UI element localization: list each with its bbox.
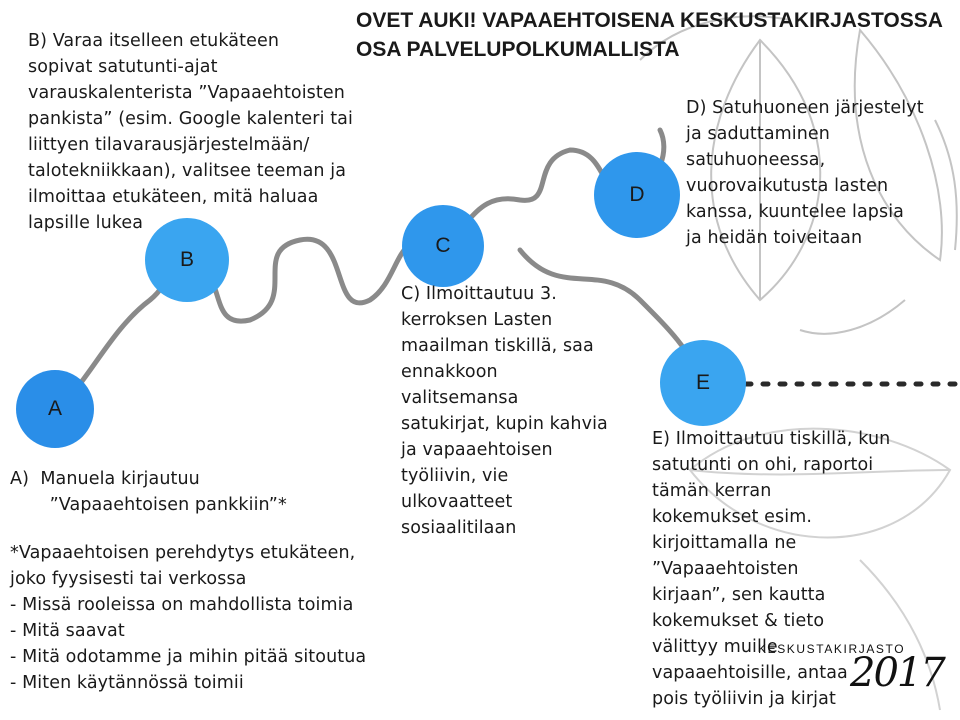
- text-line: A) Manuela kirjautuu: [10, 469, 200, 489]
- step-c-letter: C: [435, 234, 451, 257]
- keskustakirjasto-logo: [758, 642, 960, 704]
- text-line: - Miten käytännössä toimii: [10, 673, 244, 693]
- text-line: kokemukset esim.: [652, 507, 813, 527]
- text-line: vapaaehtoisille, antaa: [652, 663, 848, 683]
- text-line: satuhuoneessa,: [686, 150, 826, 170]
- text-line: talotekniikkaan), valitsee teeman ja: [28, 161, 347, 181]
- title-line-2: OSA PALVELUPOLKUMALLISTA: [356, 38, 680, 61]
- step-c-description: [401, 281, 608, 541]
- text-line: liittyen tilavarausjärjestelmään/: [28, 135, 310, 155]
- step-c-circle: [402, 205, 484, 287]
- text-line: ennakkoon: [401, 362, 498, 382]
- logo-year: 2017: [850, 650, 944, 696]
- text-line: B) Varaa itselleen etukäteen: [28, 31, 280, 51]
- text-line: ”Vapaaehtoisten: [652, 559, 799, 579]
- step-b-description: [28, 28, 353, 236]
- text-line: - Mitä saavat: [10, 621, 125, 641]
- text-line: maailman tiskillä, saa: [401, 336, 594, 356]
- text-line: ilmoittaa etukäteen, mitä haluaa: [28, 187, 319, 207]
- text-line: tämän kerran: [652, 481, 772, 501]
- step-d-description: [686, 95, 924, 251]
- text-line: ja vapaaehtoisen: [401, 440, 553, 460]
- text-line: ja saduttaminen: [686, 124, 830, 144]
- title-line-1: OVET AUKI! VAPAAEHTOISENA KESKUSTAKIRJASTOSSA: [356, 9, 943, 32]
- text-line: lapsille lukea: [28, 213, 144, 233]
- page-title: [356, 6, 960, 64]
- text-line: ja heidän toiveitaan: [686, 228, 863, 248]
- text-line: varauskalenterista ”Vapaaehtoisten: [28, 83, 345, 103]
- step-a-letter: A: [47, 397, 62, 420]
- text-line: ulkovaatteet: [401, 492, 513, 512]
- text-line: satutunti on ohi, raportoi: [652, 455, 874, 475]
- step-a-description: [10, 466, 287, 518]
- text-line: vuorovaikutusta lasten: [686, 176, 889, 196]
- text-line: kirjoittamalla ne: [652, 533, 797, 553]
- text-line: D) Satuhuoneen järjestelyt: [686, 98, 924, 118]
- step-a-circle: [16, 370, 94, 448]
- text-line: *Vapaaehtoisen perehdytys etukäteen,: [10, 543, 356, 563]
- text-line: - Missä rooleissa on mahdollista toimia: [10, 595, 354, 615]
- text-line: sopivat satutunti-ajat: [28, 57, 218, 77]
- text-line: valitsemansa: [401, 388, 519, 408]
- text-line: välittyy muille: [652, 637, 778, 657]
- text-line: kokemukset & tieto: [652, 611, 825, 631]
- text-line: sosiaalitilaan: [401, 518, 517, 538]
- step-d-letter: D: [629, 183, 645, 206]
- text-line: C) Ilmoittautuu 3.: [401, 284, 557, 304]
- text-line: kirjaan”, sen kautta: [652, 585, 826, 605]
- text-line: ”Vapaaehtoisen pankkiin”*: [10, 495, 287, 515]
- text-line: kerroksen Lasten: [401, 310, 553, 330]
- step-d-circle: [594, 152, 680, 238]
- text-line: - Mitä odotamme ja mihin pitää sitoutua: [10, 647, 367, 667]
- text-line: satukirjat, kupin kahvia: [401, 414, 608, 434]
- logo-wordmark: KESKUSTAKIRJASTO: [758, 642, 906, 656]
- text-line: työliivin, vie: [401, 466, 509, 486]
- text-line: joko fyysisesti tai verkossa: [10, 569, 247, 589]
- text-line: kanssa, kuuntelee lapsia: [686, 202, 904, 222]
- text-line: E) Ilmoittautuu tiskillä, kun: [652, 429, 891, 449]
- text-line: pankista” (esim. Google kalenteri tai: [28, 109, 353, 129]
- orientation-footnote: [10, 540, 366, 696]
- step-b-letter: B: [179, 248, 194, 271]
- step-e-letter: E: [695, 371, 710, 394]
- step-e-circle: [660, 340, 746, 426]
- text-line: pois työliivin ja kirjat: [652, 689, 836, 709]
